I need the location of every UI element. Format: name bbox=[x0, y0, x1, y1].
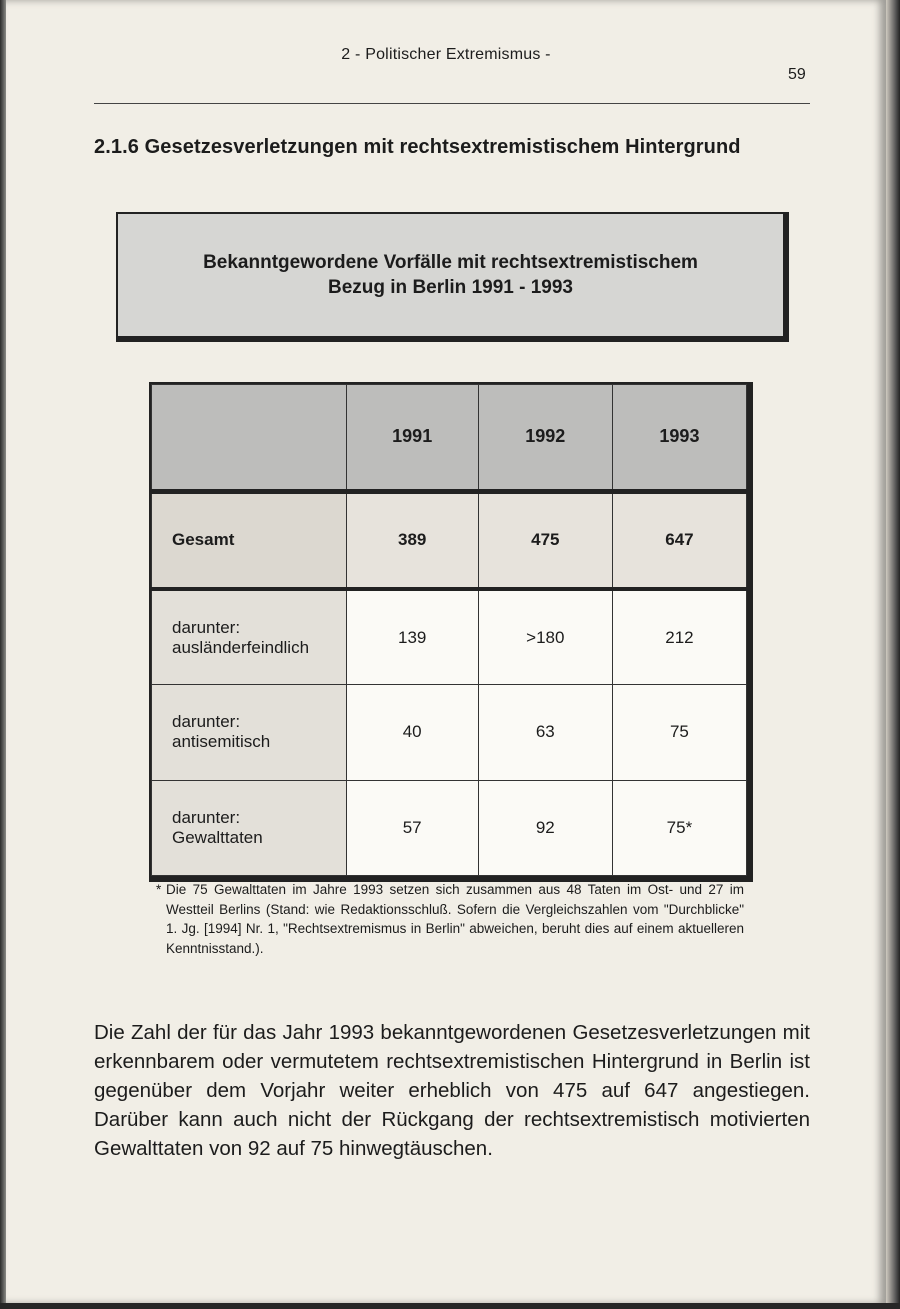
table-footnote bbox=[156, 880, 744, 958]
row-label-line-1: darunter: bbox=[172, 712, 241, 732]
page-number: 59 bbox=[788, 66, 806, 83]
table-corner-cell bbox=[152, 385, 347, 492]
table-row-gesamt bbox=[152, 491, 747, 589]
table-cell: 139 bbox=[346, 589, 478, 684]
table-cell: >180 bbox=[478, 589, 612, 684]
page-right-edge bbox=[886, 0, 900, 1309]
footnote-text: Die 75 Gewalttaten im Jahre 1993 setzen sich zusammen aus 48 Taten im Ost- und 27 im Westteil Berlins (Stand: wie Redaktionsschluß. Sofern die Vergleichszahlen vom "Durchblicke" 1. Jg. [1994] Nr. 1, "Rechtsextremismus in Berlin" abweichen, beruht dies auf einem aktuelleren Kenntnisstand.). bbox=[166, 882, 744, 956]
column-header-1993: 1993 bbox=[612, 385, 746, 492]
document-page bbox=[6, 0, 886, 1304]
table-row-antisemitisch bbox=[152, 685, 747, 780]
table-row-gewalttaten bbox=[152, 780, 747, 875]
section-heading: 2.1.6 Gesetzesverletzungen mit rechtsextremistischem Hintergrund bbox=[94, 136, 741, 158]
footnote-marker: * bbox=[156, 882, 162, 897]
table-cell: 92 bbox=[478, 780, 612, 875]
table-cell: 75* bbox=[612, 780, 746, 875]
column-header-1992: 1992 bbox=[478, 385, 612, 492]
table-cell: 475 bbox=[478, 491, 612, 589]
statistics-table bbox=[149, 382, 753, 882]
row-label bbox=[152, 685, 347, 780]
page-bottom-edge bbox=[0, 1303, 900, 1309]
row-label-text: Gesamt bbox=[172, 530, 235, 550]
table-cell: 647 bbox=[612, 491, 746, 589]
table-row-auslaenderfeindlich bbox=[152, 589, 747, 684]
table-cell: 75 bbox=[612, 685, 746, 780]
row-label bbox=[152, 491, 347, 589]
table-cell: 57 bbox=[346, 780, 478, 875]
body-paragraph: Die Zahl der für das Jahr 1993 bekanntgewordenen Gesetzesverletzungen mit erkennbarem oder vermutetem rechtsextremistischen Hintergrund in Berlin ist gegenüber dem Vorjahr weiter erheblich von 475 auf 647 angestiegen. Darüber kann auch nicht der Rückgang der rechtsextremistisch motivierten Gewalttaten von 92 auf 75 hinwegtäuschen. bbox=[94, 1021, 810, 1160]
table-cell: 63 bbox=[478, 685, 612, 780]
table-title-line-2: Bezug in Berlin 1991 - 1993 bbox=[328, 277, 573, 298]
table-cell: 40 bbox=[346, 685, 478, 780]
table-cell: 389 bbox=[346, 491, 478, 589]
table-cell: 212 bbox=[612, 589, 746, 684]
row-label-line-1: darunter: bbox=[172, 807, 241, 827]
table-title-line-1: Bekanntgewordene Vorfälle mit rechtsextremistischem bbox=[203, 252, 698, 273]
table-header-row bbox=[152, 385, 747, 492]
row-label-line-2: ausländerfeindlich bbox=[172, 637, 310, 657]
header-rule bbox=[94, 103, 810, 104]
row-label-line-1: darunter: bbox=[172, 617, 241, 637]
row-label-line-2: Gewalttaten bbox=[172, 827, 263, 847]
row-label bbox=[152, 780, 347, 875]
row-label bbox=[152, 589, 347, 684]
column-header-1991: 1991 bbox=[346, 385, 478, 492]
running-head: 2 - Politischer Extremismus - bbox=[341, 46, 551, 63]
row-label-line-2: antisemitisch bbox=[172, 732, 271, 752]
table-title-box bbox=[116, 212, 789, 342]
